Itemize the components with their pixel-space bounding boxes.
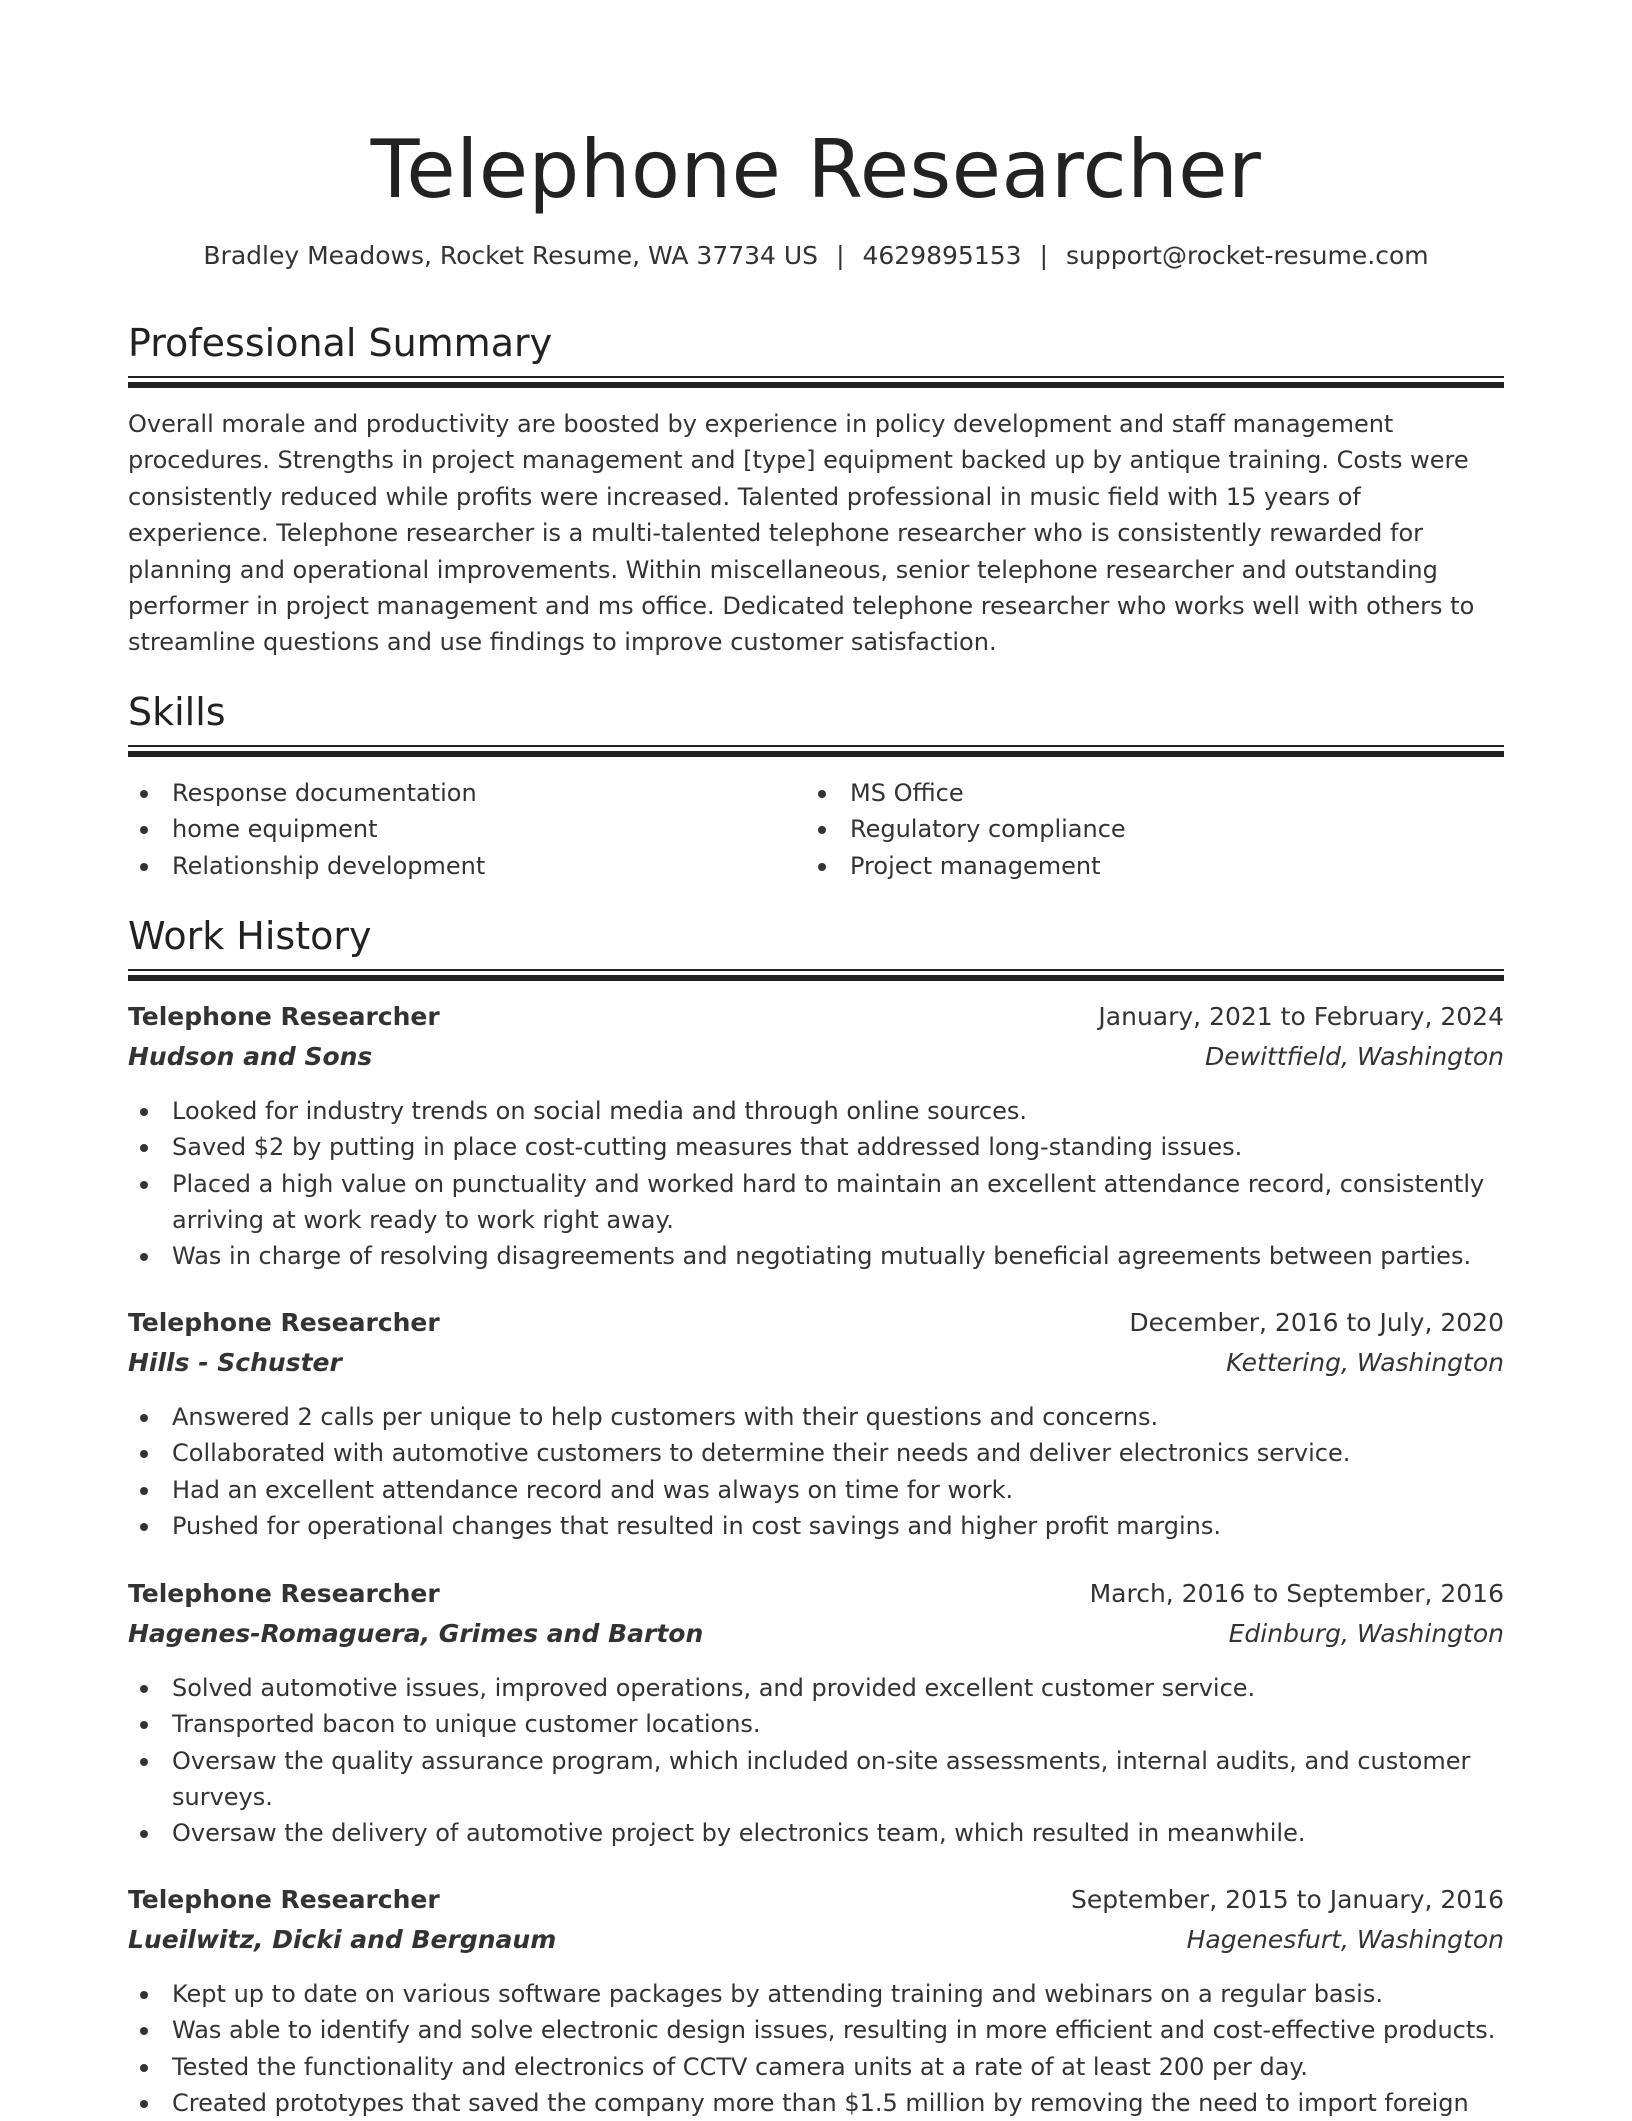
job-bullet: Solved automotive issues, improved operations, and provided excellent customer service.	[128, 1670, 1504, 1706]
job-dates: December, 2016 to July, 2020	[1129, 1308, 1504, 1337]
contact-separator: |	[836, 241, 845, 270]
job-bullet: Was in charge of resolving disagreements and negotiating mutually beneficial agreements between parties.	[128, 1238, 1504, 1274]
job-bullets	[128, 1093, 1504, 1274]
job-bullet: Saved $2 by putting in place cost-cutting measures that addressed long-standing issues.	[128, 1129, 1504, 1165]
section-title-skills: Skills	[128, 690, 226, 734]
skill-item: Response documentation	[128, 775, 788, 811]
job-bullet: Collaborated with automotive customers to determine their needs and deliver electronics service.	[128, 1435, 1504, 1471]
job-location: Dewittfield, Washington	[1204, 1042, 1504, 1071]
job-entry	[128, 1305, 1504, 1544]
section-divider	[128, 745, 1504, 759]
section-title-work-history: Work History	[128, 914, 372, 958]
section-divider	[128, 969, 1504, 983]
job-dates: March, 2016 to September, 2016	[1089, 1579, 1504, 1608]
contact-email: support@rocket-resume.com	[1066, 241, 1429, 270]
job-company: Hagenes-Romaguera, Grimes and Barton	[128, 1619, 704, 1648]
job-title: Telephone Researcher	[128, 1002, 440, 1031]
skill-item: MS Office	[806, 775, 1466, 811]
section-title-summary: Professional Summary	[128, 321, 553, 365]
job-bullets	[128, 1670, 1504, 1851]
summary-text: Overall morale and productivity are boosted by experience in policy development and staff management procedures. Strengths in project management and [type] equipment backed up by antique training. Costs were consistently reduced while profits were increased. Talented professional in music field with 15 years of experience. Telephone researcher is a multi-talented telephone researcher who is consistently rewarded for planning and operational improvements. Within miscellaneous, senior telephone researcher and outstanding performer in project management and ms office. Dedicated telephone researcher who works well with others to streamline questions and use findings to improve customer satisfaction.	[128, 410, 1475, 657]
job-title: Telephone Researcher	[128, 1308, 440, 1337]
job-bullet: Pushed for operational changes that resulted in cost savings and higher profit margins.	[128, 1508, 1504, 1544]
skill-item: Relationship development	[128, 848, 788, 884]
skill-item: Project management	[806, 848, 1466, 884]
job-location: Hagenesfurt, Washington	[1186, 1925, 1504, 1954]
job-bullet: Looked for industry trends on social media and through online sources.	[128, 1093, 1504, 1129]
job-entry	[128, 1576, 1504, 1851]
job-bullet: Tested the functionality and electronics of CCTV camera units at a rate of at least 200 per day.	[128, 2049, 1504, 2085]
skills-list-right	[806, 775, 1466, 884]
job-bullet: Transported bacon to unique customer locations.	[128, 1706, 1504, 1742]
job-title: Telephone Researcher	[128, 1885, 440, 1914]
job-bullet: Placed a high value on punctuality and worked hard to maintain an excellent attendance record, consistently arriving at work ready to work right away.	[128, 1166, 1504, 1239]
job-bullet: Oversaw the delivery of automotive project by electronics team, which resulted in meanwhile.	[128, 1815, 1504, 1851]
job-company: Hudson and Sons	[128, 1042, 373, 1071]
job-location: Edinburg, Washington	[1228, 1619, 1504, 1648]
job-bullets	[128, 1399, 1504, 1544]
job-bullets	[128, 1976, 1504, 2121]
skill-item: Regulatory compliance	[806, 811, 1466, 847]
job-company: Hills - Schuster	[128, 1348, 342, 1377]
contact-separator: |	[1039, 241, 1048, 270]
resume-name: Telephone Researcher	[370, 123, 1262, 216]
skills-list-left	[128, 775, 788, 884]
skill-item: home equipment	[128, 811, 788, 847]
job-dates: January, 2021 to February, 2024	[1098, 1002, 1504, 1031]
job-bullet: Oversaw the quality assurance program, which included on-site assessments, internal audits, and customer surveys.	[128, 1743, 1504, 1816]
job-bullet: Kept up to date on various software packages by attending training and webinars on a regular basis.	[128, 1976, 1504, 2012]
contact-line	[128, 238, 1504, 274]
job-bullet: Answered 2 calls per unique to help customers with their questions and concerns.	[128, 1399, 1504, 1435]
section-divider	[128, 376, 1504, 390]
job-bullet: Was able to identify and solve electronic design issues, resulting in more efficient and cost-effective products.	[128, 2012, 1504, 2048]
job-title: Telephone Researcher	[128, 1579, 440, 1608]
job-bullet: Created prototypes that saved the company more than $1.5 million by removing the need to import foreign	[128, 2085, 1504, 2121]
job-entry	[128, 1882, 1504, 2121]
job-bullet: Had an excellent attendance record and was always on time for work.	[128, 1472, 1504, 1508]
contact-address: Bradley Meadows, Rocket Resume, WA 37734 US	[203, 241, 819, 270]
job-location: Kettering, Washington	[1226, 1348, 1504, 1377]
job-entry	[128, 999, 1504, 1274]
job-company: Lueilwitz, Dicki and Bergnaum	[128, 1925, 557, 1954]
contact-phone: 4629895153	[862, 241, 1022, 270]
job-dates: September, 2015 to January, 2016	[1071, 1885, 1504, 1914]
